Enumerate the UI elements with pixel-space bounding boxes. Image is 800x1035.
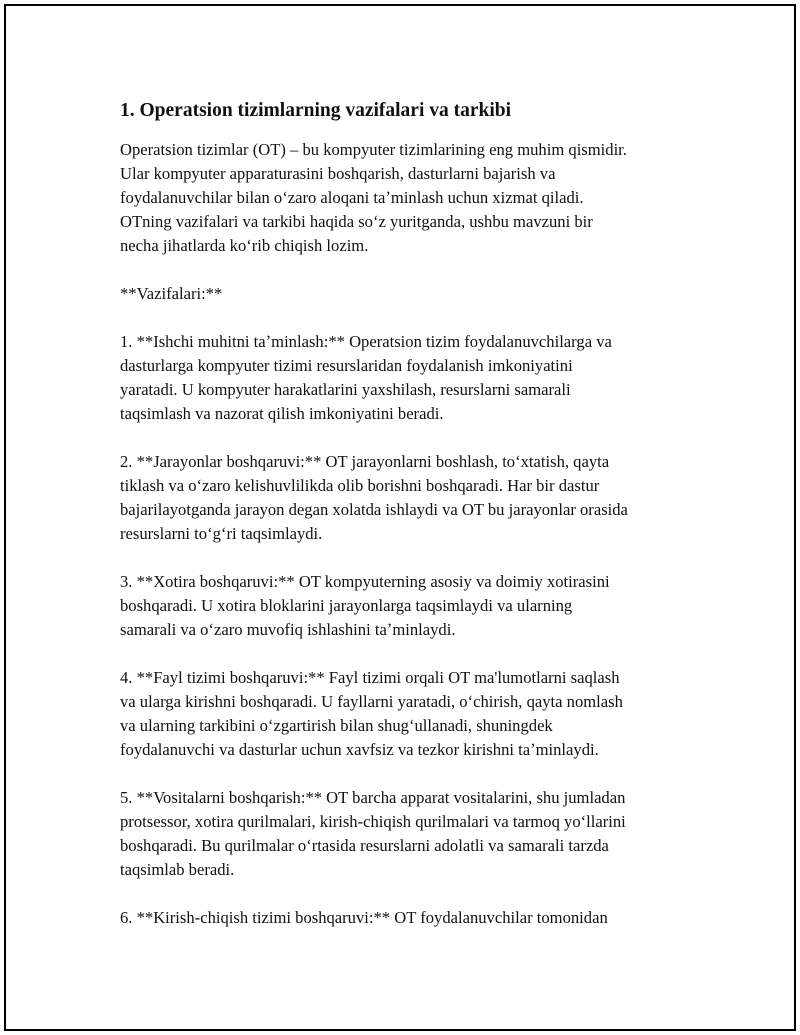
section-heading-vazifalari: **Vazifalari:** xyxy=(120,284,223,303)
list-item-4: 4. **Fayl tizimi boshqaruvi:** Fayl tizimi orqali OT ma'lumotlarni saqlash va ularga kirishni boshqaradi. U fayllarni yaratadi, oʻchirish, qayta nomlash va ularning tarkibini oʻzgartirish bilan shugʻullanadi, shuningdek foydalanuvchi va dasturlar uchun xavfsiz va tezkor kirishni taʼminlaydi. xyxy=(120,668,623,759)
list-item-3: 3. **Xotira boshqaruvi:** OT kompyuterning asosiy va doimiy xotirasini boshqaradi. U xotira bloklarini jarayonlarga taqsimlaydi va ularning samarali va oʻzaro muvofiq ishlashini taʼminlaydi. xyxy=(120,572,610,639)
document-title: 1. Operatsion tizimlarning vazifalari va tarkibi xyxy=(120,100,512,121)
document-body xyxy=(120,98,700,954)
list-item-1: 1. **Ishchi muhitni taʼminlash:** Operatsion tizim foydalanuvchilarga va dasturlarga kompyuter tizimi resurslaridan foydalanish imkoniyatini yaratadi. U kompyuter harakatlarini yaxshilash, resurslarni samarali taqsimlash va nazorat qilish imkoniyatini beradi. xyxy=(120,332,612,423)
list-item-2: 2. **Jarayonlar boshqaruvi:** OT jarayonlarni boshlash, toʻxtatish, qayta tiklash va oʻzaro kelishuvlilikda olib borishni boshqaradi. Har bir dastur bajarilayotganda jarayon degan xolatda ishlaydi va OT bu jarayonlar orasida resurslarni toʻgʻri taqsimlaydi. xyxy=(120,452,628,543)
list-item-5: 5. **Vositalarni boshqarish:** OT barcha apparat vositalarini, shu jumladan protsessor, xotira qurilmalari, kirish-chiqish qurilmalari va tarmoq yoʻllarini boshqaradi. Bu qurilmalar oʻrtasida resurslarni adolatli va samarali tarzda taqsimlab beradi. xyxy=(120,788,626,879)
page-frame xyxy=(4,4,796,1031)
list-item-6: 6. **Kirish-chiqish tizimi boshqaruvi:** OT foydalanuvchilar tomonidan xyxy=(120,908,608,927)
intro-paragraph: Operatsion tizimlar (OT) – bu kompyuter tizimlarining eng muhim qismidir. Ular kompyuter apparaturasini boshqarish, dasturlarni bajarish va foydalanuvchilar bilan oʻzaro aloqani taʼminlash uchun xizmat qiladi. OTning vazifalari va tarkibi haqida soʻz yuritganda, ushbu mavzuni bir necha jihatlarda koʻrib chiqish lozim. xyxy=(120,140,627,255)
